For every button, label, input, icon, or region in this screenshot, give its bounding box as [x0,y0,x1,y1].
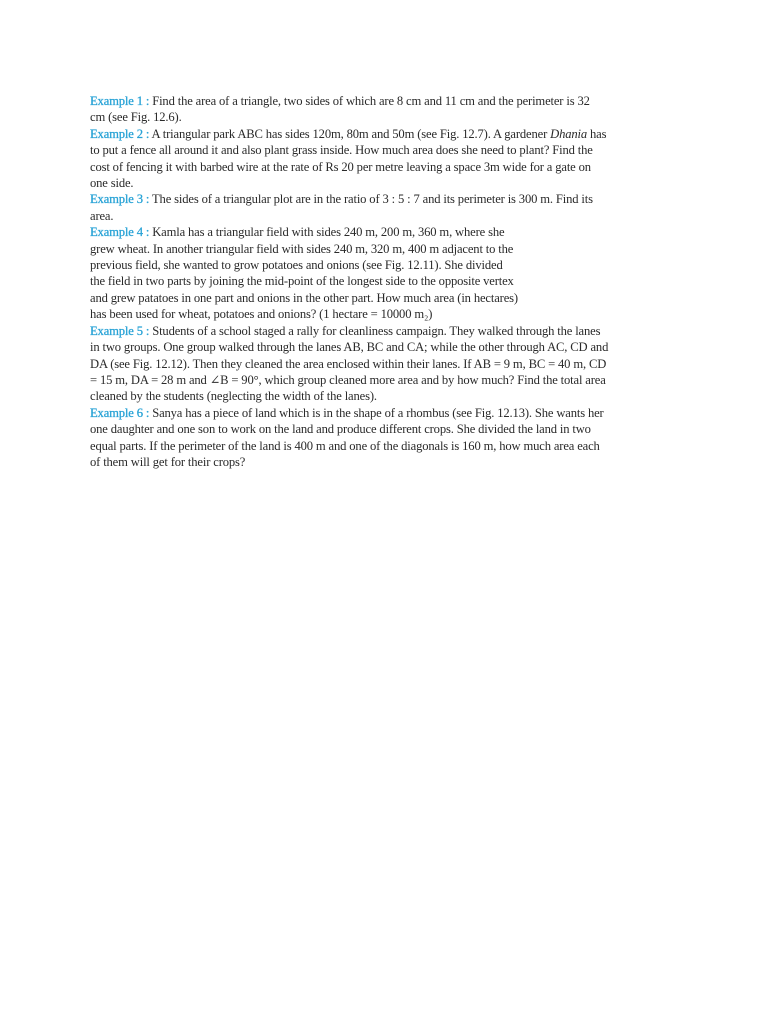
example-5-label: Example 5 : [90,323,150,338]
example-3-text-2: area. [90,208,114,223]
example-5-text-1: Students of a school staged a rally for cleanliness campaign. They walked through the lanes [152,323,601,338]
example-3-text-1: The sides of a triangular plot are in the ratio of 3 : 5 : 7 and its perimeter is 300 m. Find its [152,192,593,207]
example-1-text-2: cm (see Fig. 12.6). [90,110,182,125]
example-2-text-1b: has [590,126,607,141]
example-4-text-4: the field in two parts by joining the mid-point of the longest side to the opposite vertex [90,274,514,289]
example-1-line-1 [90,93,680,109]
example-2-label: Example 2 : [90,126,150,141]
example-2 [90,126,680,192]
example-4-text-2: grew wheat. In another triangular field with sides 240 m, 320 m, 400 m adjacent to the [90,241,514,256]
example-4-label: Example 4 : [90,225,150,240]
example-2-text-4: one side. [90,176,134,191]
example-2-name-dhania: Dhania [550,126,588,141]
example-1-label: Example 1 : [90,94,150,108]
example-3-line-1 [90,191,680,207]
example-6-text-4: of them will get for their crops? [90,454,246,469]
example-2-text-1a: A triangular park ABC has sides 120m, 80m and 50m (see Fig. 12.7). A gardener [151,126,548,141]
example-6 [90,405,680,471]
example-3-label: Example 3 : [90,192,150,207]
example-5-text-4: = 15 m, DA = 28 m and ∠B = 90°, which group cleaned more area and by how much? Find the total area [90,372,606,387]
example-5-text-5: cleaned by the students (neglecting the width of the lanes). [90,389,377,404]
example-6-text-1: Sanya has a piece of land which is in the shape of a rhombus (see Fig. 12.13). She wants her [152,405,604,420]
example-4-text-3: previous field, she wanted to grow potatoes and onions (see Fig. 12.11). She divided [90,258,503,273]
example-2-line-1 [90,126,680,142]
example-4 [90,224,680,322]
example-5-text-2: in two groups. One group walked through the lanes AB, BC and CA; while the other through AC, CD and [90,340,609,355]
example-4-text-5: and grew patatoes in one part and onions in the other part. How much area (in hectares) [90,290,518,305]
example-6-text-2: one daughter and one son to work on the land and produce different crops. She divided the land in two [90,422,591,437]
example-4-text-6: has been used for wheat, potatoes and onions? (1 hectare = 10000 m₂) [90,307,433,322]
example-6-label: Example 6 : [90,405,150,420]
example-6-line-1 [90,405,680,421]
example-4-text-1: Kamla has a triangular field with sides 240 m, 200 m, 360 m, where she [152,225,505,240]
example-3 [90,191,680,224]
document-body [90,93,680,470]
example-2-text-3: cost of fencing it with barbed wire at the rate of Rs 20 per metre leaving a space 3m wide for a gate on [90,159,591,174]
example-5-line-1 [90,323,680,339]
example-1-text-1: Find the area of a triangle, two sides of which are 8 cm and 11 cm and the perimeter is 32 [152,94,590,108]
example-2-text-2: to put a fence all around it and also plant grass inside. How much area does she need to plant? Find the [90,143,593,158]
example-5 [90,323,680,405]
example-6-text-3: equal parts. If the perimeter of the land is 400 m and one of the diagonals is 160 m, how much area each [90,438,600,453]
example-5-text-3: DA (see Fig. 12.12). Then they cleaned the area enclosed within their lanes. If AB = 9 m, BC = 40 m, CD [90,356,607,371]
example-1 [90,93,680,126]
example-4-line-1 [90,224,680,240]
